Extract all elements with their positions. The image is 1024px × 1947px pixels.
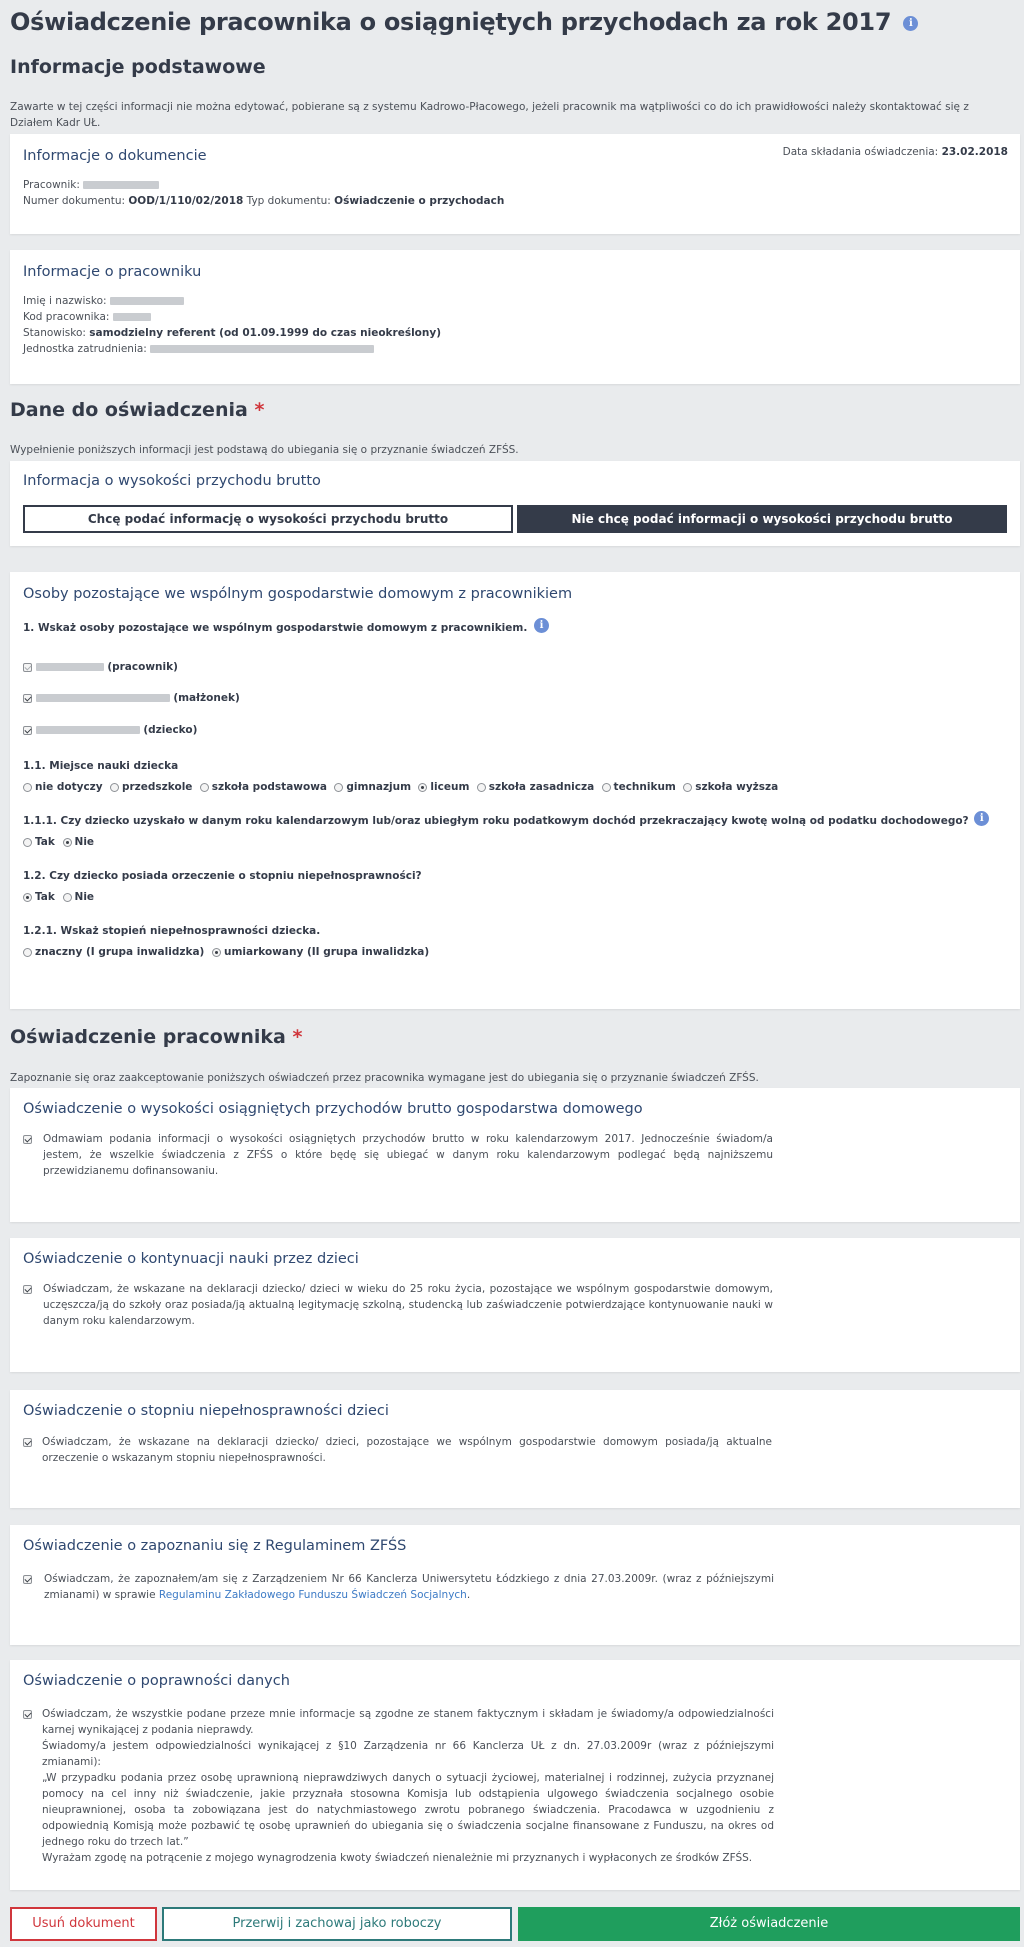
person-spouse xyxy=(23,692,240,704)
person-employee-role: (pracownik) xyxy=(107,661,178,673)
person-employee xyxy=(23,661,178,673)
statement-text-body: Oświadczam, że zapoznałem/am się z Zarządzeniem Nr 66 Kanclerza Uniwersytetu Łódzkiego z dnia 27.03.2009r. (wraz z późniejszymi zmianami) w sprawie xyxy=(44,1573,774,1601)
statement-title: Oświadczenie o kontynuacji nauki przez dzieci xyxy=(23,1251,359,1267)
person-child-role: (dziecko) xyxy=(143,724,198,736)
submission-date xyxy=(783,146,1008,158)
statement-text xyxy=(42,1706,774,1866)
position-row xyxy=(23,327,441,339)
statement-section-heading-text: Oświadczenie pracownika xyxy=(10,1026,286,1048)
income-question xyxy=(23,812,989,827)
school-options xyxy=(23,781,782,793)
document-number-label: Numer dokumentu: xyxy=(23,195,126,207)
info-icon[interactable]: i xyxy=(903,16,918,31)
document-number-value: OOD/1/110/02/2018 xyxy=(128,195,244,207)
school-option[interactable]: szkoła zasadnicza xyxy=(477,781,594,793)
data-section-intro: Wypełnienie poniższych informacji jest podstawą do ubiegania się o przyznanie świadczeń ZFŚS. xyxy=(10,444,519,456)
employee-code-row xyxy=(23,311,151,323)
statement-text-p3: „W przypadku podania przez osobę uprawnioną nieprawdziwych danych o sytuacji życiowej, materialnej i rodzinnej, zużycia przyznanej pomocy na cel inny niż świadczenie, jakie przyznała stosowna Komisja lub odstąpienia ulgowego świadczenia socjalnego osobie nieuprawnionej, osoba ta zobowiązana jest do natychmiastowego zwrotu pobranego świadczenia. Pracodawca w uzgodnieniu z odpowiednią Komisją może pozbawić tę osobę uprawnień do ubiegania się o świadczenia socjalne finansowane z Funduszu, na okres od jednego roku do trzech lat.” xyxy=(42,1772,774,1848)
name-row xyxy=(23,295,184,307)
statement-text-end: . xyxy=(466,1589,471,1601)
household-question-text: 1. Wskaż osoby pozostające we wspólnym gospodarstwie domowym z pracownikiem. xyxy=(23,622,528,634)
income-option-no[interactable]: Nie xyxy=(63,836,95,848)
position-label: Stanowisko: xyxy=(23,327,86,339)
decline-income-button[interactable]: Nie chcę podać informacji o wysokości przychodu brutto xyxy=(517,505,1007,533)
basic-info-intro: Zawarte w tej części informacji nie można edytować, pobierane są z systemu Kadrowo-Płacowego, jeżeli pracownik ma wątpliwości co do ich prawidłowości należy skontaktować się z Działem Kadr UŁ. xyxy=(10,101,969,129)
employee-row xyxy=(23,179,159,191)
page-title xyxy=(10,8,918,36)
income-card-title: Informacja o wysokości przychodu brutto xyxy=(23,473,321,489)
household-card xyxy=(10,572,1020,1009)
statement-section-heading xyxy=(10,1026,302,1048)
submit-button[interactable]: Złóż oświadczenie xyxy=(518,1907,1020,1941)
regulations-link[interactable]: Regulaminu Zakładowego Funduszu Świadczeń Socjalnych xyxy=(158,1589,467,1601)
delete-document-button[interactable]: Usuń dokument xyxy=(10,1907,157,1941)
income-question-text: 1.1.1. Czy dziecko uzyskało w danym roku kalendarzowym lub/oraz ubiegłym roku podatkowym dochód przekraczający kwotę wolną od podatku dochodowego? xyxy=(23,815,969,827)
statement-checkbox[interactable] xyxy=(23,1438,32,1447)
statement-text xyxy=(44,1571,774,1603)
submission-date-label: Data składania oświadczenia: xyxy=(782,146,939,158)
statement-section-intro: Zapoznanie się oraz zaakceptowanie poniższych oświadczeń przez pracownika wymagane jest do ubiegania się o przyznanie świadczeń ZFŚS. xyxy=(10,1072,759,1084)
statement-card-income xyxy=(10,1088,1020,1222)
statement-checkbox[interactable] xyxy=(23,1135,32,1144)
disability-option-yes[interactable]: Tak xyxy=(23,891,55,903)
statement-text-p1: Oświadczam, że wszystkie podane przeze mnie informacje są zgodne ze stanem faktycznym i składam je świadomy/a odpowiedzialności karnej wynikającej z podania nieprawdy. xyxy=(42,1708,774,1736)
document-info-card xyxy=(10,134,1020,234)
employee-code-label: Kod pracownika: xyxy=(23,311,110,323)
statement-card-disability xyxy=(10,1390,1020,1508)
document-type-label: Typ dokumentu: xyxy=(246,195,331,207)
required-star: * xyxy=(292,1026,303,1048)
person-child xyxy=(23,724,197,736)
statement-checkbox[interactable] xyxy=(23,1710,32,1719)
person-spouse-checkbox[interactable] xyxy=(23,694,32,703)
document-type-value: Oświadczenie o przychodach xyxy=(334,195,505,207)
statement-title: Oświadczenie o wysokości osiągniętych przychodów brutto gospodarstwa domowego xyxy=(23,1101,643,1117)
person-child-checkbox[interactable] xyxy=(23,726,32,735)
statement-checkbox[interactable] xyxy=(23,1285,32,1294)
person-employee-checkbox xyxy=(23,663,32,672)
school-option[interactable]: gimnazjum xyxy=(334,781,411,793)
school-option[interactable]: szkoła wyższa xyxy=(683,781,778,793)
disability-question: 1.2. Czy dziecko posiada orzeczenie o stopniu niepełnosprawności? xyxy=(23,870,422,882)
redacted-person xyxy=(36,663,104,671)
school-option-selected[interactable]: liceum xyxy=(418,781,469,793)
disability-degree-option[interactable]: znaczny (I grupa inwalidzka) xyxy=(23,946,204,958)
income-card xyxy=(10,461,1020,546)
data-section-heading-text: Dane do oświadczenia xyxy=(10,399,248,421)
redacted-person xyxy=(36,694,170,702)
statement-title: Oświadczenie o poprawności danych xyxy=(23,1673,290,1689)
statement-text: Odmawiam podania informacji o wysokości osiągniętych przychodów brutto w roku kalendarzowym 2017. Jednocześnie świadom/a jestem, że wszelkie świadczenia z ZFŚS o które będę się ubiegać w danym roku kalendarzowym podlegać będą najniższemu przewidzianemu dofinansowaniu. xyxy=(43,1133,773,1177)
school-option[interactable]: nie dotyczy xyxy=(23,781,103,793)
redacted-name xyxy=(110,297,184,305)
redacted-code xyxy=(113,313,151,321)
info-icon[interactable]: i xyxy=(534,618,549,633)
submission-date-value: 23.02.2018 xyxy=(941,146,1008,158)
document-number-row xyxy=(23,195,504,207)
redacted-person xyxy=(36,726,140,734)
school-option[interactable]: szkoła podstawowa xyxy=(200,781,327,793)
required-star: * xyxy=(254,399,265,421)
statement-text: Oświadczam, że wskazane na deklaracji dziecko/ dzieci w wieku do 25 roku życia, pozostające we wspólnym gospodarstwie domowym, uczęszcza/ją do szkoły oraz posiada/ją aktualną legitymację szkolną, studencką lub zaświadczenie potwierdzające kontynuowanie nauki w danym roku kalendarzowym. xyxy=(43,1283,773,1327)
statement-card-education xyxy=(10,1238,1020,1372)
household-question xyxy=(23,619,549,634)
disability-degree-question: 1.2.1. Wskaż stopień niepełnosprawności dziecka. xyxy=(23,925,321,937)
statement-text-p4: Wyrażam zgodę na potrącenie z mojego wynagrodzenia kwoty świadczeń nienależnie mi przyznanych i wypłaconych ze środków ZFŚS. xyxy=(42,1852,753,1864)
statement-card-accuracy xyxy=(10,1660,1020,1890)
position-value: samodzielny referent (od 01.09.1999 do czas nieokreślony) xyxy=(89,327,441,339)
statement-text-p2: Świadomy/a jestem odpowiedzialności wynikającej z §10 Zarządzenia nr 66 Kanclerza UŁ z dn. 27.03.2009r (wraz z późniejszymi zmianami): xyxy=(42,1740,774,1768)
disability-degree-option-selected[interactable]: umiarkowany (II grupa inwalidzka) xyxy=(212,946,429,958)
data-section-heading xyxy=(10,399,264,421)
statement-title: Oświadczenie o stopniu niepełnosprawności dzieci xyxy=(23,1403,389,1419)
redacted-employee xyxy=(83,181,159,189)
household-card-title: Osoby pozostające we wspólnym gospodarstwie domowym z pracownikiem xyxy=(23,586,573,602)
statement-text: Oświadczam, że wskazane na deklaracji dziecko/ dzieci, pozostające we wspólnym gospodarstwie domowym posiada/ją aktualne orzeczenie o wskazanym stopniu niepełnosprawności. xyxy=(42,1436,772,1464)
disability-options xyxy=(23,891,98,903)
employee-label: Pracownik: xyxy=(23,179,80,191)
info-icon[interactable]: i xyxy=(974,811,989,826)
employee-info-title: Informacje o pracowniku xyxy=(23,264,202,280)
employee-info-card xyxy=(10,250,1020,384)
provide-income-button[interactable]: Chcę podać informację o wysokości przychodu brutto xyxy=(23,505,513,533)
school-option[interactable]: technikum xyxy=(602,781,676,793)
name-label: Imię i nazwisko: xyxy=(23,295,107,307)
document-info-title: Informacje o dokumencie xyxy=(23,148,207,164)
statement-title: Oświadczenie o zapoznaniu się z Regulaminem ZFŚS xyxy=(23,1538,407,1554)
school-option[interactable]: przedszkole xyxy=(110,781,192,793)
school-question: 1.1. Miejsce nauki dziecka xyxy=(23,760,179,772)
income-option-yes[interactable]: Tak xyxy=(23,836,55,848)
unit-label: Jednostka zatrudnienia: xyxy=(23,343,147,355)
redacted-unit xyxy=(150,345,374,353)
unit-row xyxy=(23,343,374,355)
statement-card-regulations xyxy=(10,1525,1020,1645)
save-draft-button[interactable]: Przerwij i zachowaj jako roboczy xyxy=(162,1907,512,1941)
person-spouse-role: (małżonek) xyxy=(173,692,240,704)
disability-option-no[interactable]: Nie xyxy=(63,891,95,903)
disability-degree-options xyxy=(23,946,433,958)
basic-info-heading: Informacje podstawowe xyxy=(10,56,266,78)
statement-checkbox[interactable] xyxy=(23,1575,32,1584)
income-options xyxy=(23,836,98,848)
page-title-text: Oświadczenie pracownika o osiągniętych przychodach za rok 2017 xyxy=(10,8,892,36)
